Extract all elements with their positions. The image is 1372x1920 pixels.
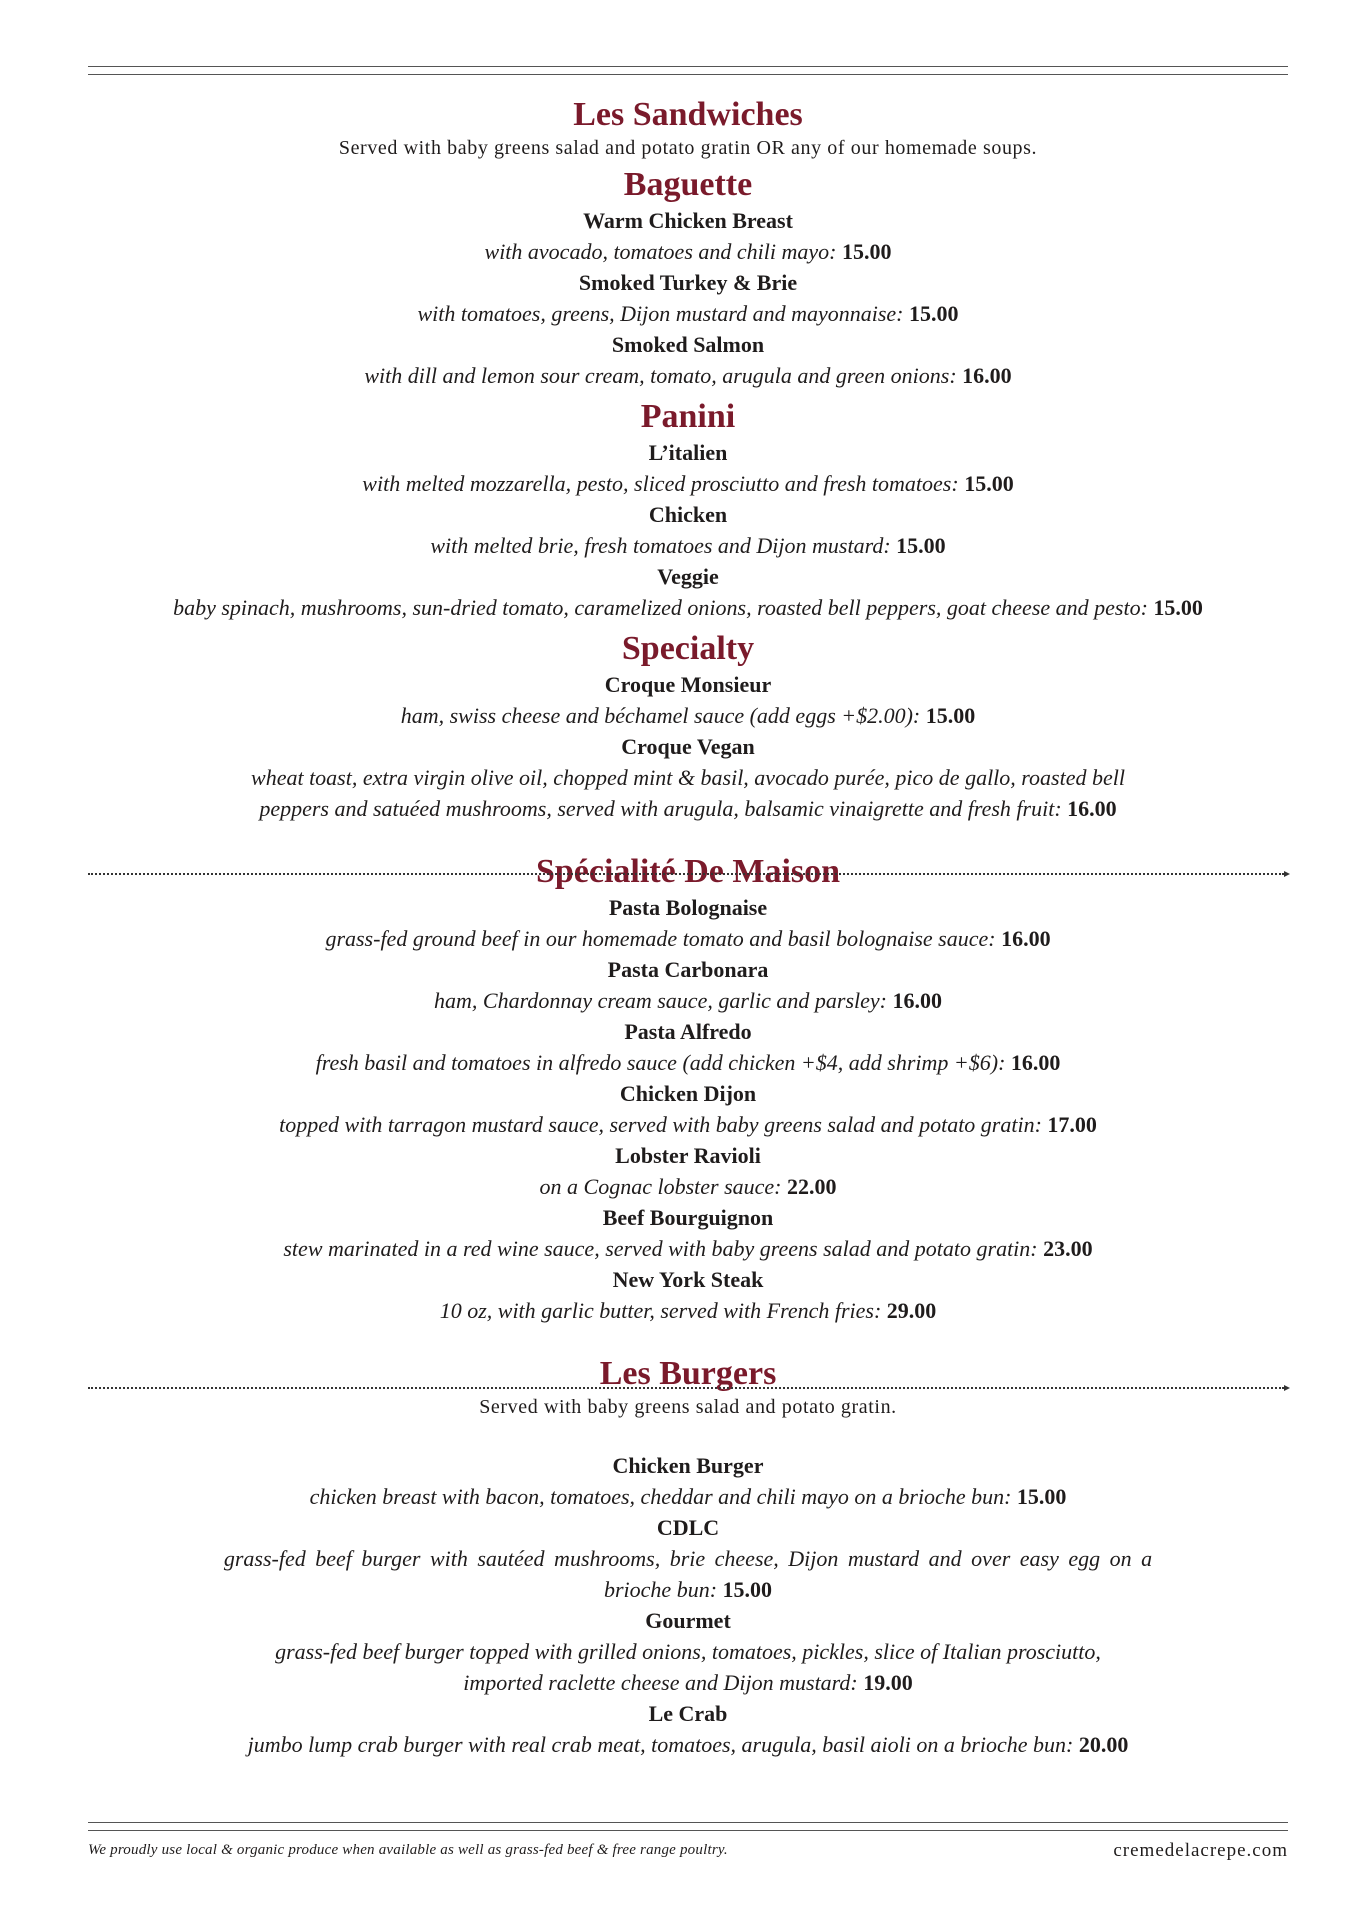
menu-item-name: Pasta Bolognaise [608,895,768,920]
website-link[interactable]: cremedelacrepe.com [1113,1840,1288,1861]
menu-item-desc: 10 oz, with garlic butter, served with French fries: 29.00 [439,1298,937,1323]
menu-item-name: New York Steak [612,1267,764,1292]
menu-item-desc: grass-fed beef burger topped with grilled onions, tomatoes, pickles, slice of Italian prosciutto, [275,1639,1101,1664]
menu-item-name: Beef Bourguignon [602,1205,774,1230]
menu-item-desc: peppers and satuéed mushrooms, served with arugula, balsamic vinaigrette and fresh fruit: 16.00 [259,796,1117,821]
menu-item-desc: imported raclette cheese and Dijon mustard: 19.00 [463,1670,913,1695]
menu-item-desc: ham, swiss cheese and béchamel sauce (add eggs +$2.00): 15.00 [400,703,976,728]
menu-content [88,95,1288,1766]
menu-item-name: Warm Chicken Breast [583,208,793,233]
section-title-burgers: Les Burgers [599,1355,777,1392]
sandwiches-subtitle: Served with baby greens salad and potato gratin OR any of our homemade soups. [338,137,1038,159]
menu-item-price: 15.00 [925,703,976,728]
section-divider-1 [88,873,1284,875]
section-divider-2 [88,1387,1284,1389]
menu-item-name: Lobster Ravioli [615,1143,761,1168]
menu-item-desc: on a Cognac lobster sauce: 22.00 [539,1174,837,1199]
menu-item-name: Croque Vegan [621,734,755,759]
subsection-title-baguette: Baguette [623,166,753,203]
menu-item-name: Pasta Alfredo [624,1019,752,1044]
menu-item-price: 15.00 [1016,1484,1067,1509]
menu-item-price: 19.00 [863,1670,913,1695]
menu-item-price: 23.00 [1043,1236,1093,1261]
menu-item-desc: with dill and lemon sour cream, tomato, arugula and green onions: 16.00 [364,363,1012,388]
bottom-double-rule [88,1822,1288,1831]
menu-item-price: 20.00 [1078,1732,1129,1757]
menu-item-desc: grass-fed ground beef in our homemade tomato and basil bolognaise sauce: 16.00 [325,926,1051,951]
menu-item-name: L’italien [648,440,728,465]
menu-item-desc: ham, Chardonnay cream sauce, garlic and parsley: 16.00 [434,988,942,1013]
menu-item-price: 22.00 [786,1174,837,1199]
menu-item-desc: chicken breast with bacon, tomatoes, cheddar and chili mayo on a brioche bun: 15.00 [309,1484,1067,1509]
menu-item-name: Chicken Burger [612,1453,764,1478]
maison-group [88,892,1288,1326]
subsection-title-specialty: Specialty [621,630,755,667]
menu-item-name: Pasta Carbonara [607,957,769,982]
menu-item-price: 16.00 [1010,1050,1061,1075]
menu-item-desc: fresh basil and tomatoes in alfredo sauce (add chicken +$4, add shrimp +$6): 16.00 [315,1050,1061,1075]
menu-item-price: 16.00 [892,988,942,1013]
menu-item-price: 16.00 [962,363,1012,388]
footer-note: We proudly use local & organic produce when available as well as grass-fed beef & free range poultry. [88,1842,728,1858]
menu-item-price: 15.00 [841,239,892,264]
menu-item-desc: with avocado, tomatoes and chili mayo: 15.00 [484,239,892,264]
menu-item-name: Chicken Dijon [619,1081,757,1106]
menu-item-desc: brioche bun: 15.00 [603,1577,773,1602]
top-double-rule [88,66,1288,75]
menu-item-name: Chicken [648,502,728,527]
menu-item-price: 16.00 [1067,796,1117,821]
menu-item-desc: topped with tarragon mustard sauce, served with baby greens salad and potato gratin: 17.00 [279,1112,1097,1137]
menu-item-price: 15.00 [964,471,1014,496]
menu-item-desc: with melted mozzarella, pesto, sliced prosciutto and fresh tomatoes: 15.00 [362,471,1014,496]
menu-item-desc: grass-fed beef burger with sautéed mushrooms, brie cheese, Dijon mustard and over easy egg on a [223,1546,1153,1571]
menu-item-name: Gourmet [645,1608,731,1633]
menu-item-desc: stew marinated in a red wine sauce, served with baby greens salad and potato gratin: 23.00 [283,1236,1093,1261]
burgers-subtitle: Served with baby greens salad and potato gratin. [479,1396,897,1418]
baguette-group [88,165,1288,391]
menu-item-name: Le Crab [648,1701,728,1726]
menu-item-desc: with tomatoes, greens, Dijon mustard and mayonnaise: 15.00 [417,301,959,326]
section-title-maison: Spécialité De Maison [535,853,841,890]
menu-item-desc: wheat toast, extra virgin olive oil, chopped mint & basil, avocado purée, pico de gallo, roasted bell [251,765,1125,790]
menu-item-price: 15.00 [909,301,959,326]
menu-item-desc: with melted brie, fresh tomatoes and Dijon mustard: 15.00 [430,533,946,558]
menu-item-price: 15.00 [896,533,946,558]
subsection-title-panini: Panini [640,398,736,435]
menu-item-price: 29.00 [886,1298,937,1323]
menu-item-name: Smoked Turkey & Brie [578,270,798,295]
burgers-group [88,1450,1288,1760]
menu-item-price: 15.00 [1153,595,1203,620]
menu-item-name: CDLC [656,1515,720,1540]
menu-item-name: Smoked Salmon [611,332,765,357]
menu-item-price: 16.00 [1001,926,1051,951]
panini-group [88,397,1288,623]
section-title-sandwiches: Les Sandwiches [573,96,803,133]
menu-item-desc: baby spinach, mushrooms, sun-dried tomato, caramelized onions, roasted bell peppers, goat cheese and pesto: 15.00 [173,595,1203,620]
menu-item-name: Veggie [657,564,719,589]
menu-item-desc: jumbo lump crab burger with real crab meat, tomatoes, arugula, basil aioli on a brioche bun: 20.00 [247,1732,1129,1757]
menu-item-name: Croque Monsieur [604,672,772,697]
menu-item-price: 15.00 [722,1577,773,1602]
menu-item-price: 17.00 [1047,1112,1097,1137]
specialty-group [88,629,1288,824]
